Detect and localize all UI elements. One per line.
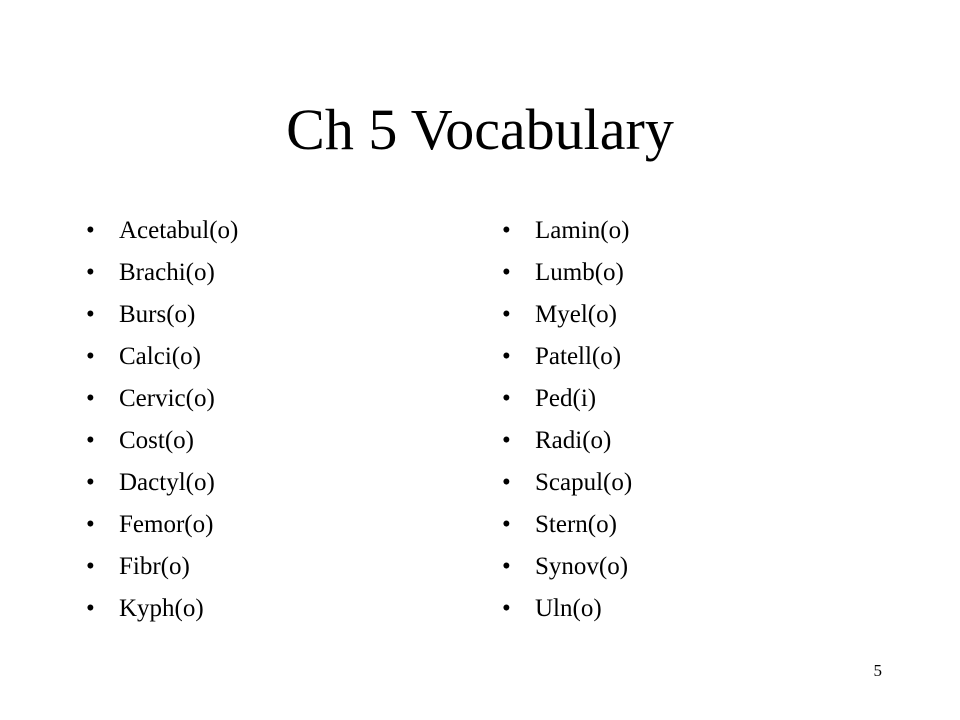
list-item-label: Lamin(o) xyxy=(535,217,630,244)
vocabulary-list-left xyxy=(82,210,238,630)
list-item-label: Synov(o) xyxy=(535,553,629,580)
bullet-icon: • xyxy=(86,217,95,244)
list-item-label: Ped(i) xyxy=(535,385,597,412)
list-item-label: Lumb(o) xyxy=(535,259,624,286)
list-item xyxy=(498,210,632,252)
bullet-icon: • xyxy=(502,469,511,496)
bullet-icon: • xyxy=(502,343,511,370)
bullet-icon: • xyxy=(502,553,511,580)
bullet-icon: • xyxy=(502,301,511,328)
list-item xyxy=(498,294,632,336)
list-item xyxy=(82,420,238,462)
list-item-label: Patell(o) xyxy=(535,343,622,370)
bullet-icon: • xyxy=(502,595,511,622)
list-item-label: Cervic(o) xyxy=(119,385,215,412)
list-item xyxy=(82,462,238,504)
vocabulary-list-right xyxy=(498,210,632,630)
slide-title: Ch 5 Vocabulary xyxy=(286,97,674,162)
bullet-icon: • xyxy=(86,259,95,286)
list-item xyxy=(82,336,238,378)
list-item xyxy=(498,420,632,462)
bullet-icon: • xyxy=(86,343,95,370)
list-item xyxy=(82,294,238,336)
list-item xyxy=(82,588,238,630)
list-item-label: Calci(o) xyxy=(119,343,201,370)
bullet-icon: • xyxy=(86,595,95,622)
bullet-icon: • xyxy=(502,217,511,244)
bullet-icon: • xyxy=(86,511,95,538)
list-item xyxy=(498,378,632,420)
bullet-icon: • xyxy=(86,385,95,412)
list-item xyxy=(498,336,632,378)
list-item-label: Kyph(o) xyxy=(119,595,204,622)
list-item xyxy=(82,210,238,252)
list-item-label: Brachi(o) xyxy=(119,259,215,286)
list-item xyxy=(82,252,238,294)
list-item-label: Stern(o) xyxy=(535,511,617,538)
bullet-icon: • xyxy=(86,469,95,496)
bullet-icon: • xyxy=(86,427,95,454)
bullet-icon: • xyxy=(86,553,95,580)
bullet-icon: • xyxy=(502,385,511,412)
list-item-label: Burs(o) xyxy=(119,301,196,328)
list-item-label: Uln(o) xyxy=(535,595,602,622)
bullet-icon: • xyxy=(502,511,511,538)
list-item-label: Dactyl(o) xyxy=(119,469,215,496)
list-item xyxy=(498,546,632,588)
bullet-icon: • xyxy=(502,427,511,454)
list-item-label: Scapul(o) xyxy=(535,469,633,496)
list-item xyxy=(82,546,238,588)
list-item-label: Myel(o) xyxy=(535,301,617,328)
bullet-icon: • xyxy=(86,301,95,328)
bullet-icon: • xyxy=(502,259,511,286)
page-number: 5 xyxy=(873,661,882,680)
list-item xyxy=(498,252,632,294)
list-item xyxy=(498,504,632,546)
list-item xyxy=(82,378,238,420)
list-item-label: Femor(o) xyxy=(119,511,214,538)
list-item xyxy=(82,504,238,546)
list-item xyxy=(498,462,632,504)
list-item-label: Radi(o) xyxy=(535,427,612,454)
list-item-label: Cost(o) xyxy=(119,427,194,454)
list-item xyxy=(498,588,632,630)
list-item-label: Fibr(o) xyxy=(119,553,190,580)
list-item-label: Acetabul(o) xyxy=(119,217,239,244)
